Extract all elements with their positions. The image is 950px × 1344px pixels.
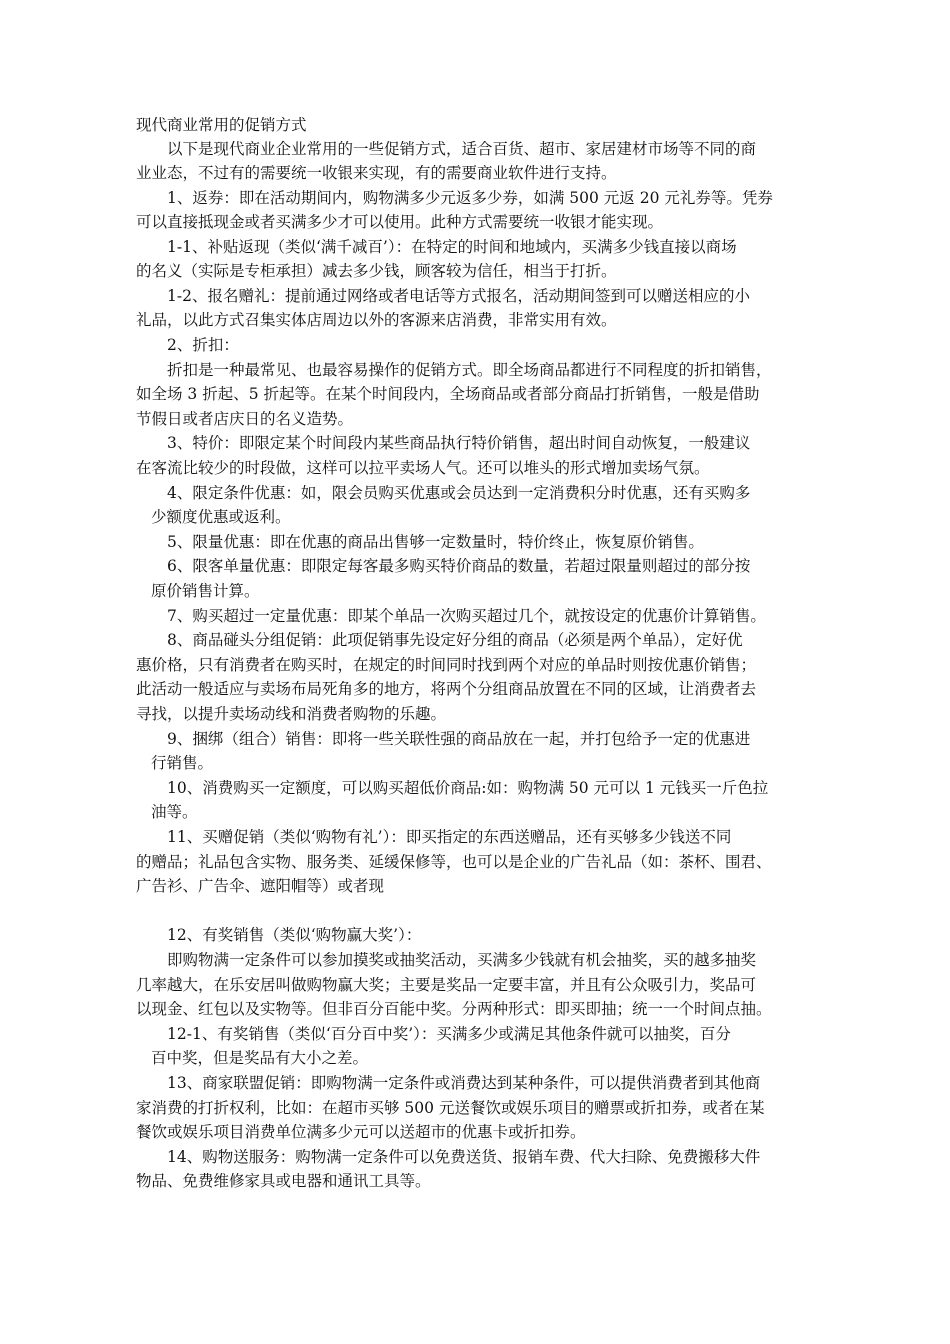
paragraph-line: 10、消费购买一定额度，可以购买超低价商品:如：购物满 50 元可以 1 元钱买一斤色拉 [167,779,769,797]
paragraph-line: 14、购物送服务：购物满一定条件可以免费送货、报销车费、代大扫除、免费搬移大件 [167,1148,761,1166]
paragraph-line: 百中奖，但是奖品有大小之差。 [151,1049,369,1067]
paragraph-line: 6、限客单量优惠：即限定每客最多购买特价商品的数量，若超过限量则超过的部分按 [167,557,751,575]
paragraph-line: 惠价格，只有消费者在购买时，在规定的时间同时找到两个对应的单品时则按优惠价销售； [136,656,757,674]
document-title: 现代商业常用的促销方式 [136,116,307,134]
paragraph-line: 油等。 [151,803,198,821]
paragraph-line: 5、限量优惠：即在优惠的商品出售够一定数量时，特价终止，恢复原价销售。 [167,533,704,551]
paragraph-line: 餐饮或娱乐项目消费单位满多少元可以送超市的优惠卡或折扣券。 [136,1123,586,1141]
paragraph-line: 1-2、报名赠礼：提前通过网络或者电话等方式报名，活动期间签到可以赠送相应的小 [167,287,750,305]
paragraph-line: 1-1、补贴返现（类似‘满千减百’）：在特定的时间和地域内，买满多少钱直接以商场 [167,238,737,256]
paragraph-line: 行销售。 [151,754,214,772]
paragraph-line: 13、商家联盟促销：即购物满一定条件或消费达到某种条件，可以提供消费者到其他商 [167,1074,761,1092]
paragraph-line: 以现金、红包以及实物等。但非百分百能中奖。分两种形式：即买即抽；统一一个时间点抽。 [136,1000,772,1018]
paragraph-line: 以下是现代商业企业常用的一些促销方式，适合百货、超市、家居建材市场等不同的商 [167,140,757,158]
paragraph-line: 业业态，不过有的需要统一收银来实现，有的需要商业软件进行支持。 [136,164,617,182]
paragraph-line: 12、有奖销售（类似‘购物赢大奖’）： [167,926,422,944]
paragraph-line: 3、特价：即限定某个时间段内某些商品执行特价销售，超出时间自动恢复，一般建议 [167,434,751,452]
paragraph-line: 1、返券：即在活动期间内，购物满多少元返多少券，如满 500 元返 20 元礼券等。凭券 [167,189,773,207]
paragraph-line: 12-1、有奖销售（类似‘百分百中奖’）：买满多少或满足其他条件就可以抽奖，百分 [167,1025,731,1043]
paragraph-line: 7、购买超过一定量优惠：即某个单品一次购买超过几个，就按设定的优惠价计算销售。 [167,607,766,625]
paragraph-line: 的赠品；礼品包含实物、服务类、延缓保修等，也可以是企业的广告礼品（如：茶杯、围君、 [136,853,772,871]
paragraph-line: 11、买赠促销（类似‘购物有礼’）：即买指定的东西送赠品，还有买够多少钱送不同 [167,828,732,846]
paragraph-line: 在客流比较少的时段做，这样可以拉平卖场人气。还可以堆头的形式增加卖场气氛。 [136,459,710,477]
paragraph-line: 的名义（实际是专柜承担）减去多少钱，顾客较为信任，相当于打折。 [136,262,617,280]
paragraph-line: 少额度优惠或返利。 [151,508,291,526]
paragraph-line: 可以直接抵现金或者买满多少才可以使用。此种方式需要统一收银才能实现。 [136,213,664,231]
paragraph-line: 9、捆绑（组合）销售：即将一些关联性强的商品放在一起，并打包给予一定的优惠进 [167,730,751,748]
paragraph-line: 如全场 3 折起、5 折起等。在某个时间段内，全场商品或者部分商品打折销售，一般是借助 [136,385,760,403]
paragraph-line: 寻找，以提升卖场动线和消费者购物的乐趣。 [136,705,447,723]
paragraph-line: 此活动一般适应与卖场布局死角多的地方，将两个分组商品放置在不同的区域，让消费者去 [136,680,757,698]
paragraph-line: 节假日或者店庆日的名义造势。 [136,410,354,428]
paragraph-line: 8、商品碰头分组促销：此项促销事先设定好分组的商品（必须是两个单品），定好优 [167,631,743,649]
paragraph-line: 物品、免费维修家具或电器和通讯工具等。 [136,1172,431,1190]
paragraph-line: 广告衫、广告伞、遮阳帽等）或者现 [136,877,385,895]
paragraph-line: 折扣是一种最常见、也最容易操作的促销方式。即全场商品都进行不同程度的折扣销售， [167,361,772,379]
paragraph-line: 礼品，以此方式召集实体店周边以外的客源来店消费，非常实用有效。 [136,311,617,329]
paragraph-line: 即购物满一定条件可以参加摸奖或抽奖活动，买满多少钱就有机会抽奖，买的越多抽奖 [167,951,757,969]
section-heading: 2、折扣： [167,336,239,354]
paragraph-line: 4、限定条件优惠：如，限会员购买优惠或会员达到一定消费积分时优惠，还有买购多 [167,484,751,502]
paragraph-line: 几率越大，在乐安居叫做购物赢大奖；主要是奖品一定要丰富，并且有公众吸引力，奖品可 [136,976,757,994]
paragraph-line: 家消费的打折权利，比如：在超市买够 500 元送餐饮或娱乐项目的赠票或折扣券，或者在某 [136,1099,765,1117]
paragraph-line: 原价销售计算。 [151,582,260,600]
